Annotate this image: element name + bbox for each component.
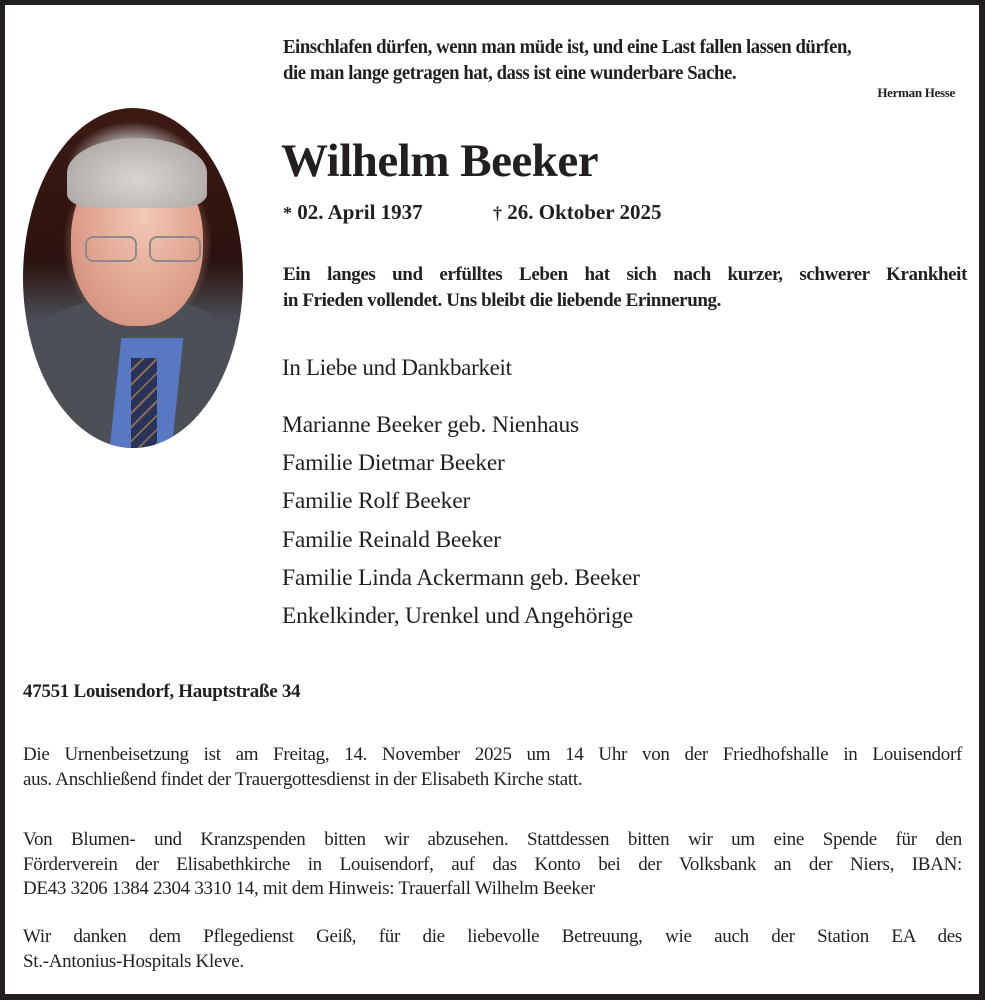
thanks-heading: In Liebe und Dankbarkeit xyxy=(282,355,512,380)
mourner-item: Familie Rolf Beeker xyxy=(282,488,471,515)
obituary-notice xyxy=(5,5,979,994)
photo-hair xyxy=(67,138,207,208)
paragraph-line: Förderverein der Elisabethkirche in Louisendorf, auf das Konto bei der Volksbank an der Niers, IBAN: xyxy=(23,853,962,875)
paragraph-line: aus. Anschließend findet der Trauergottesdienst in der Elisabeth Kirche statt. xyxy=(23,768,583,790)
paragraph-line: St.-Antonius-Hospitals Kleve. xyxy=(23,950,244,972)
intro-line: Ein langes und erfülltes Leben hat sich nach kurzer, schwerer Krankheit xyxy=(283,264,967,285)
intro-line: in Frieden vollendet. Uns bleibt die liebende Erinnerung. xyxy=(283,290,721,311)
death-date-group xyxy=(493,199,661,226)
birth-star-icon: * xyxy=(283,203,292,223)
mourner-item: Familie Linda Ackermann geb. Beeker xyxy=(282,564,640,591)
quote-line: Einschlafen dürfen, wenn man müde ist, und eine Last fallen lassen dürfen, xyxy=(283,37,852,58)
quote-author: Herman Hesse xyxy=(877,85,955,100)
paragraph-line: DE43 3206 1384 2304 3310 14, mit dem Hinweis: Trauerfall Wilhelm Beeker xyxy=(23,878,595,899)
quote-line: die man lange getragen hat, dass ist eine wunderbare Sache. xyxy=(283,63,737,84)
paragraph-line: Die Urnenbeisetzung ist am Freitag, 14. November 2025 um 14 Uhr von der Friedhofshalle in Louisendorf xyxy=(23,744,962,765)
funeral-info-paragraph xyxy=(23,743,962,792)
portrait-photo xyxy=(23,108,243,448)
donation-info-paragraph xyxy=(23,828,962,902)
birth-date: 02. April 1937 xyxy=(297,200,423,224)
deceased-name: Wilhelm Beeker xyxy=(281,135,599,187)
mourner-item: Familie Reinald Beeker xyxy=(282,526,501,553)
mourners-list xyxy=(282,406,640,635)
mourner-item: Marianne Beeker geb. Nienhaus xyxy=(282,412,579,438)
paragraph-line: Von Blumen- und Kranzspenden bitten wir abzusehen. Stattdessen bitten wir um eine Spende für den xyxy=(23,829,962,850)
mourner-item: Enkelkinder, Urenkel und Angehörige xyxy=(282,603,633,630)
family-address: 47551 Louisendorf, Hauptstraße 34 xyxy=(23,681,301,702)
death-date: 26. Oktober 2025 xyxy=(507,200,662,224)
intro-text xyxy=(283,262,967,314)
birth-date-group xyxy=(283,199,423,226)
photo-tie xyxy=(131,358,157,448)
photo-glasses xyxy=(85,236,205,262)
mourner-item: Familie Dietmar Beeker xyxy=(282,450,505,477)
acknowledgement-paragraph xyxy=(23,925,962,974)
paragraph-line: Wir danken dem Pflegedienst Geiß, für die liebevolle Betreuung, wie auch der Station EA des xyxy=(23,926,962,947)
death-cross-icon: † xyxy=(493,203,502,223)
epigraph-quote xyxy=(283,35,936,87)
